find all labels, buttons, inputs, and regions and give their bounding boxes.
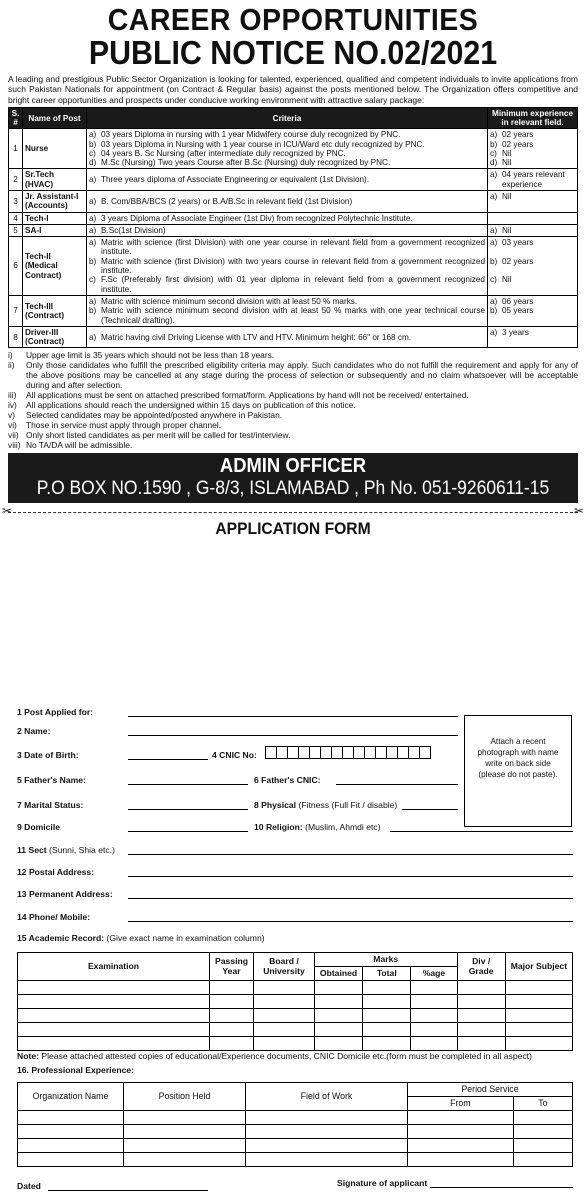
row-sno: 7 (9, 295, 23, 326)
cnic-label: 4 CNIC No: (212, 750, 257, 760)
note-item (8, 350, 578, 360)
experience-item (490, 275, 575, 284)
postal-address-field[interactable] (128, 876, 573, 877)
table-cell[interactable] (457, 1009, 505, 1023)
table-cell[interactable] (18, 995, 210, 1009)
criteria-item (89, 275, 485, 294)
table-row (18, 995, 573, 1009)
experience-marker: a) (490, 296, 498, 306)
academic-record-hint: (Give exact name in examination column) (106, 933, 265, 943)
table-cell[interactable] (513, 1139, 572, 1153)
table-cell[interactable] (363, 1023, 411, 1037)
intro-paragraph: A leading and prestigious Public Sector Organization is looking for talented, experienced, qualified and competent individuals to invite applications from such Pakistan Nationals for appointment (on Contract & Regular basis) against the posts mentioned below. The Organization offers competitive and bright career opportunities and prospects under conducive working environment with attractive salary package: (8, 74, 578, 105)
criteria-marker: a) (89, 332, 97, 342)
criteria-marker: c) (89, 148, 96, 158)
experience-marker: a) (490, 170, 498, 180)
row-experience (488, 326, 578, 348)
experience-item (490, 140, 575, 149)
religion-label (254, 823, 381, 833)
experience-item (490, 226, 575, 235)
criteria-item (89, 140, 485, 149)
col-percentage: %age (411, 967, 457, 981)
table-cell[interactable] (408, 1153, 514, 1167)
admin-banner (8, 453, 578, 503)
table-cell[interactable] (513, 1153, 572, 1167)
criteria-marker: a) (89, 213, 97, 223)
criteria-marker: b) (89, 139, 97, 149)
criteria-marker: a) (89, 130, 97, 140)
name-field[interactable] (128, 735, 458, 736)
note-text: Only short listed candidates as per merit will be called for test/interview. (26, 430, 291, 441)
table-cell[interactable] (411, 1023, 457, 1037)
criteria-text: Three years diploma of Associate Engineering or equivalent (1st Division). (101, 175, 370, 185)
row-post: Tech-III (Contract) (23, 295, 87, 326)
dated-label: Dated (17, 1181, 41, 1191)
experience-item (490, 297, 575, 306)
criteria-row (9, 191, 578, 213)
domicile-label: 9 Domicile (17, 822, 60, 832)
signature-field[interactable] (430, 1187, 573, 1188)
note-text: All applications should reach the undersigned within 15 days on publication of this notice. (26, 400, 356, 411)
table-cell[interactable] (505, 995, 572, 1009)
admin-address: P.O BOX NO.1590 , G-8/3, ISLAMABAD , Ph No. 051-9260611-15 (36, 478, 550, 500)
experience-marker: b) (490, 256, 498, 266)
criteria-text: Matric having civil Driving License with LTV and HTV. Minimum height: 66" or 168 cm. (101, 332, 412, 342)
cnic-digit-box[interactable] (419, 746, 431, 759)
col-criteria: Criteria (87, 108, 488, 129)
sect-field[interactable] (128, 854, 573, 855)
marital-status-label: 7 Marital Status: (17, 800, 84, 810)
row-sno: 2 (9, 169, 23, 191)
table-cell[interactable] (408, 1125, 514, 1139)
father-name-field[interactable] (128, 784, 248, 785)
criteria-table (8, 107, 578, 348)
table-cell[interactable] (124, 1111, 246, 1125)
academic-table (17, 952, 573, 1051)
photo-box: Attach a recent photograph with name write on back side (please do not paste). (464, 715, 572, 827)
note-text: All applications must be sent on attached prescribed format/form. Applications by hand will not be received/ entertained. (26, 390, 469, 401)
criteria-text: M.Sc (Nursing) Two years Course after B.Sc (Nursing) duly recognized by PNC. (101, 158, 391, 168)
experience-text: 04 years relevant experience (502, 170, 565, 189)
table-cell[interactable] (457, 1037, 505, 1051)
col-div: Div / Grade (457, 953, 505, 981)
criteria-marker: a) (89, 175, 97, 185)
note-item (8, 360, 578, 390)
post-applied-field[interactable] (128, 716, 458, 717)
row-post: Driver-III (Contract) (23, 326, 87, 348)
note-marker: iii) (8, 390, 17, 401)
row-post: Sr.Tech (HVAC) (23, 169, 87, 191)
row-post: Jr. Assistant-I (Accounts) (23, 191, 87, 213)
dated-field[interactable] (48, 1190, 208, 1191)
experience-marker: d) (490, 158, 498, 168)
row-criteria (87, 237, 488, 296)
criteria-row (9, 326, 578, 348)
table-row (18, 981, 573, 995)
experience-marker: b) (490, 139, 498, 149)
row-sno: 1 (9, 129, 23, 169)
table-cell[interactable] (408, 1111, 514, 1125)
table-cell[interactable] (254, 995, 315, 1009)
note-item (8, 390, 578, 400)
criteria-item (89, 149, 485, 158)
note-marker: ii) (8, 360, 15, 371)
criteria-marker: a) (89, 238, 97, 248)
table-cell[interactable] (246, 1111, 408, 1125)
note-marker: v) (8, 410, 15, 421)
table-cell[interactable] (124, 1125, 246, 1139)
criteria-item (89, 238, 485, 257)
criteria-marker: a) (89, 296, 97, 306)
table-cell[interactable] (209, 995, 253, 1009)
experience-text: 02 years (502, 139, 534, 149)
table-cell[interactable] (254, 1023, 315, 1037)
experience-text: 3 years (502, 327, 529, 337)
table-row (18, 1125, 573, 1139)
note-text: No TA/DA will be admissible. (26, 440, 133, 451)
scissors-icon: ✂ (573, 504, 584, 519)
note-item (8, 410, 578, 420)
table-row (18, 1139, 573, 1153)
dob-label: 3 Date of Birth: (17, 750, 79, 760)
table-cell[interactable] (209, 1009, 253, 1023)
criteria-marker: b) (89, 256, 97, 266)
row-experience (488, 169, 578, 191)
criteria-row (9, 224, 578, 236)
col-position: Position Held (124, 1083, 246, 1111)
table-cell[interactable] (124, 1153, 246, 1167)
criteria-item (89, 158, 485, 167)
phone-field[interactable] (128, 921, 573, 922)
note-marker: i) (8, 350, 13, 361)
table-cell[interactable] (254, 1009, 315, 1023)
father-cnic-field[interactable] (336, 784, 458, 785)
sect-label (17, 846, 115, 856)
criteria-text: B. Com/BBA/BCS (2 years) or B.A/B.Sc in relevant field (1st Division) (101, 196, 353, 206)
table-cell[interactable] (363, 1009, 411, 1023)
criteria-text: Matric with science minimum second division with at least 50 % marks with one year technical course (Technical/ drafting). (101, 306, 485, 325)
experience-marker: c) (490, 275, 497, 285)
cut-line (2, 504, 584, 519)
table-row (18, 1009, 573, 1023)
experience-text: 06 years (502, 296, 534, 306)
row-criteria (87, 169, 488, 191)
religion-hint: (Muslim, Ahmdi etc) (305, 822, 381, 832)
note-item (8, 400, 578, 410)
criteria-item (89, 257, 485, 276)
table-cell[interactable] (18, 1037, 210, 1051)
table-cell[interactable] (411, 981, 457, 995)
criteria-item (89, 297, 485, 306)
table-cell[interactable] (505, 981, 572, 995)
row-experience (488, 237, 578, 296)
experience-text: 05 years (502, 306, 534, 316)
row-criteria (87, 326, 488, 348)
table-cell[interactable] (254, 1037, 315, 1051)
criteria-item (89, 214, 485, 223)
father-cnic-label: 6 Father's CNIC: (254, 775, 321, 785)
row-criteria (87, 224, 488, 236)
experience-text: 03 years (502, 238, 534, 248)
table-cell[interactable] (513, 1125, 572, 1139)
form-note (17, 1052, 532, 1062)
form-title: APPLICATION FORM (215, 519, 371, 539)
note-text: Please attached attested copies of educational/Experience documents, CNIC Domicile etc.(form must be completed in all aspect) (41, 1051, 532, 1061)
table-cell[interactable] (505, 1023, 572, 1037)
row-experience (488, 295, 578, 326)
col-passing-year: Passing Year (209, 953, 253, 981)
table-cell[interactable] (314, 981, 362, 995)
experience-text: Nil (502, 148, 512, 158)
criteria-text: F.Sc (Preferably first division) with 01 year diploma in relevant field from a government recognized institute. (101, 275, 485, 294)
table-cell[interactable] (314, 995, 362, 1009)
table-cell[interactable] (411, 995, 457, 1009)
experience-marker: c) (490, 148, 497, 158)
professional-experience-label: 16. Professional Experience: (17, 1065, 135, 1075)
postal-address-label: 12 Postal Address: (17, 867, 95, 877)
notes-list (8, 350, 578, 450)
row-criteria (87, 212, 488, 224)
table-cell[interactable] (363, 981, 411, 995)
admin-title: ADMIN OFFICER (219, 455, 367, 478)
criteria-marker: b) (89, 306, 97, 316)
table-cell[interactable] (209, 981, 253, 995)
table-cell[interactable] (18, 1153, 124, 1167)
table-cell[interactable] (18, 981, 210, 995)
note-item (8, 430, 578, 440)
criteria-item (89, 306, 485, 325)
criteria-item (89, 130, 485, 139)
col-org-name: Organization Name (18, 1083, 124, 1111)
table-cell[interactable] (254, 981, 315, 995)
table-cell[interactable] (363, 995, 411, 1009)
criteria-row (9, 237, 578, 296)
col-total: Total (363, 967, 411, 981)
row-experience (488, 129, 578, 169)
criteria-marker: a) (89, 196, 97, 206)
table-row (18, 1153, 573, 1167)
physical-label (254, 801, 397, 811)
permanent-address-field[interactable] (128, 898, 573, 899)
table-cell[interactable] (411, 1037, 457, 1051)
experience-text: Nil (502, 192, 512, 201)
table-cell[interactable] (246, 1139, 408, 1153)
note-text: Only those candidates who fulfill the prescribed eligibility criteria may apply. Such candidates who do not fulfill the requirement and apply for any of the above positions may be cancelled at any stage during the process of selection or subsequently and no claim whatsoever will be acceptable during and after selection. (26, 360, 578, 391)
table-cell[interactable] (363, 1037, 411, 1051)
table-cell[interactable] (457, 995, 505, 1009)
criteria-text: B.Sc(1st Division) (101, 225, 166, 235)
experience-item (490, 328, 575, 337)
table-cell[interactable] (314, 1009, 362, 1023)
criteria-text: Matric with science minimum second division with at least 50 % marks. (101, 296, 358, 306)
table-cell[interactable] (505, 1037, 572, 1051)
religion-field[interactable] (390, 831, 573, 832)
col-examination: Examination (18, 953, 210, 981)
criteria-marker: d) (89, 158, 97, 168)
criteria-row (9, 212, 578, 224)
phone-label: 14 Phone/ Mobile: (17, 912, 91, 922)
notice-number: PUBLIC NOTICE NO.02/2021 (88, 34, 498, 71)
table-cell[interactable] (411, 1009, 457, 1023)
table-cell[interactable] (408, 1139, 514, 1153)
row-experience (488, 224, 578, 236)
row-criteria (87, 191, 488, 213)
col-major: Major Subject (505, 953, 572, 981)
dob-field[interactable] (128, 759, 208, 760)
table-cell[interactable] (18, 1009, 210, 1023)
criteria-text: Matric with science (first Division) with one year course in relevant field from a government recognized institute. (101, 238, 485, 257)
cnic-input-boxes[interactable] (265, 746, 430, 759)
post-applied-label: 1 Post Applied for: (17, 707, 94, 717)
col-sno: S. # (9, 108, 23, 129)
table-cell[interactable] (457, 1023, 505, 1037)
table-cell[interactable] (314, 1023, 362, 1037)
table-cell[interactable] (505, 1009, 572, 1023)
experience-marker: b) (490, 306, 498, 316)
table-cell[interactable] (246, 1153, 408, 1167)
table-cell[interactable] (246, 1125, 408, 1139)
row-experience (488, 191, 578, 213)
experience-item (490, 170, 575, 189)
experience-table (17, 1082, 573, 1167)
page-title: CAREER OPPORTUNITIES (107, 2, 479, 37)
criteria-item (89, 175, 485, 184)
criteria-item (89, 197, 485, 206)
criteria-marker: c) (89, 275, 96, 285)
scissors-icon: ✂ (2, 504, 13, 519)
col-from: From (408, 1097, 514, 1111)
col-marks: Marks (314, 953, 457, 967)
table-cell[interactable] (18, 1125, 124, 1139)
experience-text: 02 years (502, 256, 534, 266)
experience-item (490, 306, 575, 315)
criteria-text: Matric with science (first Division) with two years course in relevant field from a government recognized institute. (101, 256, 485, 276)
col-experience: Minimum experience in relevant field. (488, 108, 578, 129)
experience-marker: a) (490, 327, 498, 337)
row-post: Nurse (23, 129, 87, 169)
sect-label-text: 11 Sect (17, 845, 47, 855)
row-sno: 3 (9, 191, 23, 213)
note-label: Note: (17, 1051, 39, 1061)
academic-record-label-text: 15 Academic Record: (17, 933, 105, 943)
col-obtained: Obtained (314, 967, 362, 981)
signature-label: Signature of applicant (337, 1178, 428, 1188)
col-period: Period Service (408, 1083, 573, 1097)
note-marker: viii) (8, 440, 21, 451)
table-cell[interactable] (209, 1037, 253, 1051)
criteria-text: 03 years Diploma in Nursing with 1 year course in ICU/Ward etc duly recognized by PNC. (101, 139, 425, 149)
physical-hint: (Fitness (Full Fit / disable) (298, 800, 398, 810)
row-post: Tech-I (23, 212, 87, 224)
experience-text: 02 years (502, 130, 534, 140)
note-marker: vi) (8, 420, 17, 431)
experience-item (490, 149, 575, 158)
col-board: Board / University (254, 953, 315, 981)
row-sno: 6 (9, 237, 23, 296)
note-item (8, 420, 578, 430)
sect-hint: (Sunni, Shia etc.) (49, 845, 115, 855)
experience-marker: a) (490, 238, 498, 248)
criteria-row (9, 295, 578, 326)
row-criteria (87, 295, 488, 326)
domicile-field[interactable] (128, 831, 248, 832)
experience-item (490, 257, 575, 266)
academic-record-label (17, 934, 265, 944)
row-criteria (87, 129, 488, 169)
note-marker: vii) (8, 430, 19, 441)
criteria-item (89, 333, 485, 342)
name-label: 2 Name: (17, 726, 51, 736)
note-text: Upper age limit is 35 years which should not be less than 18 years. (26, 350, 275, 361)
experience-text: Nil (502, 275, 512, 285)
note-marker: iv) (8, 400, 17, 411)
marital-status-field[interactable] (128, 809, 248, 810)
experience-marker: a) (490, 130, 498, 140)
row-sno: 4 (9, 212, 23, 224)
criteria-marker: a) (89, 225, 97, 235)
physical-field[interactable] (402, 809, 458, 810)
table-cell[interactable] (18, 1023, 210, 1037)
experience-item (490, 130, 575, 139)
criteria-item (89, 226, 485, 235)
experience-text: Nil (502, 158, 512, 168)
criteria-text: 03 years Diploma in nursing with 1 year Midwifery course duly recognized by PNC. (101, 130, 401, 140)
criteria-row (9, 129, 578, 169)
experience-marker: a) (490, 192, 498, 201)
note-text: Selected candidates may be appointed/posted anywhere in Pakistan. (26, 410, 283, 421)
physical-label-text: 8 Physical (254, 800, 297, 810)
row-experience (488, 212, 578, 224)
table-cell[interactable] (314, 1037, 362, 1051)
criteria-text: 3 years Diploma of Associate Engineer (1st Div) from recognized Polytechnic Institute. (101, 213, 413, 223)
table-row (18, 1111, 573, 1125)
religion-label-text: 10 Religion: (254, 822, 303, 832)
note-item (8, 440, 578, 450)
criteria-row (9, 169, 578, 191)
table-cell[interactable] (124, 1139, 246, 1153)
experience-marker: a) (490, 225, 498, 235)
row-post: Tech-II (Medical Contract) (23, 237, 87, 296)
table-cell[interactable] (457, 981, 505, 995)
experience-item (490, 238, 575, 247)
table-row (18, 1023, 573, 1037)
table-cell[interactable] (209, 1023, 253, 1037)
experience-item (490, 192, 575, 201)
permanent-address-label: 13 Permanent Address: (17, 889, 113, 899)
table-cell[interactable] (18, 1111, 124, 1125)
row-post: SA-I (23, 224, 87, 236)
table-row (18, 1037, 573, 1051)
col-field: Field of Work (246, 1083, 408, 1111)
experience-text: Nil (502, 225, 512, 235)
row-sno: 8 (9, 326, 23, 348)
criteria-text: 04 years B. Sc Nursing (after intermediate duly recognized by PNC. (101, 148, 346, 158)
col-post: Name of Post (23, 108, 87, 129)
father-name-label: 5 Father's Name: (17, 775, 86, 785)
col-to: To (513, 1097, 572, 1111)
note-text: Those in service must apply through proper channel. (26, 420, 222, 431)
experience-item (490, 158, 575, 167)
row-sno: 5 (9, 224, 23, 236)
table-cell[interactable] (513, 1111, 572, 1125)
table-cell[interactable] (18, 1139, 124, 1153)
